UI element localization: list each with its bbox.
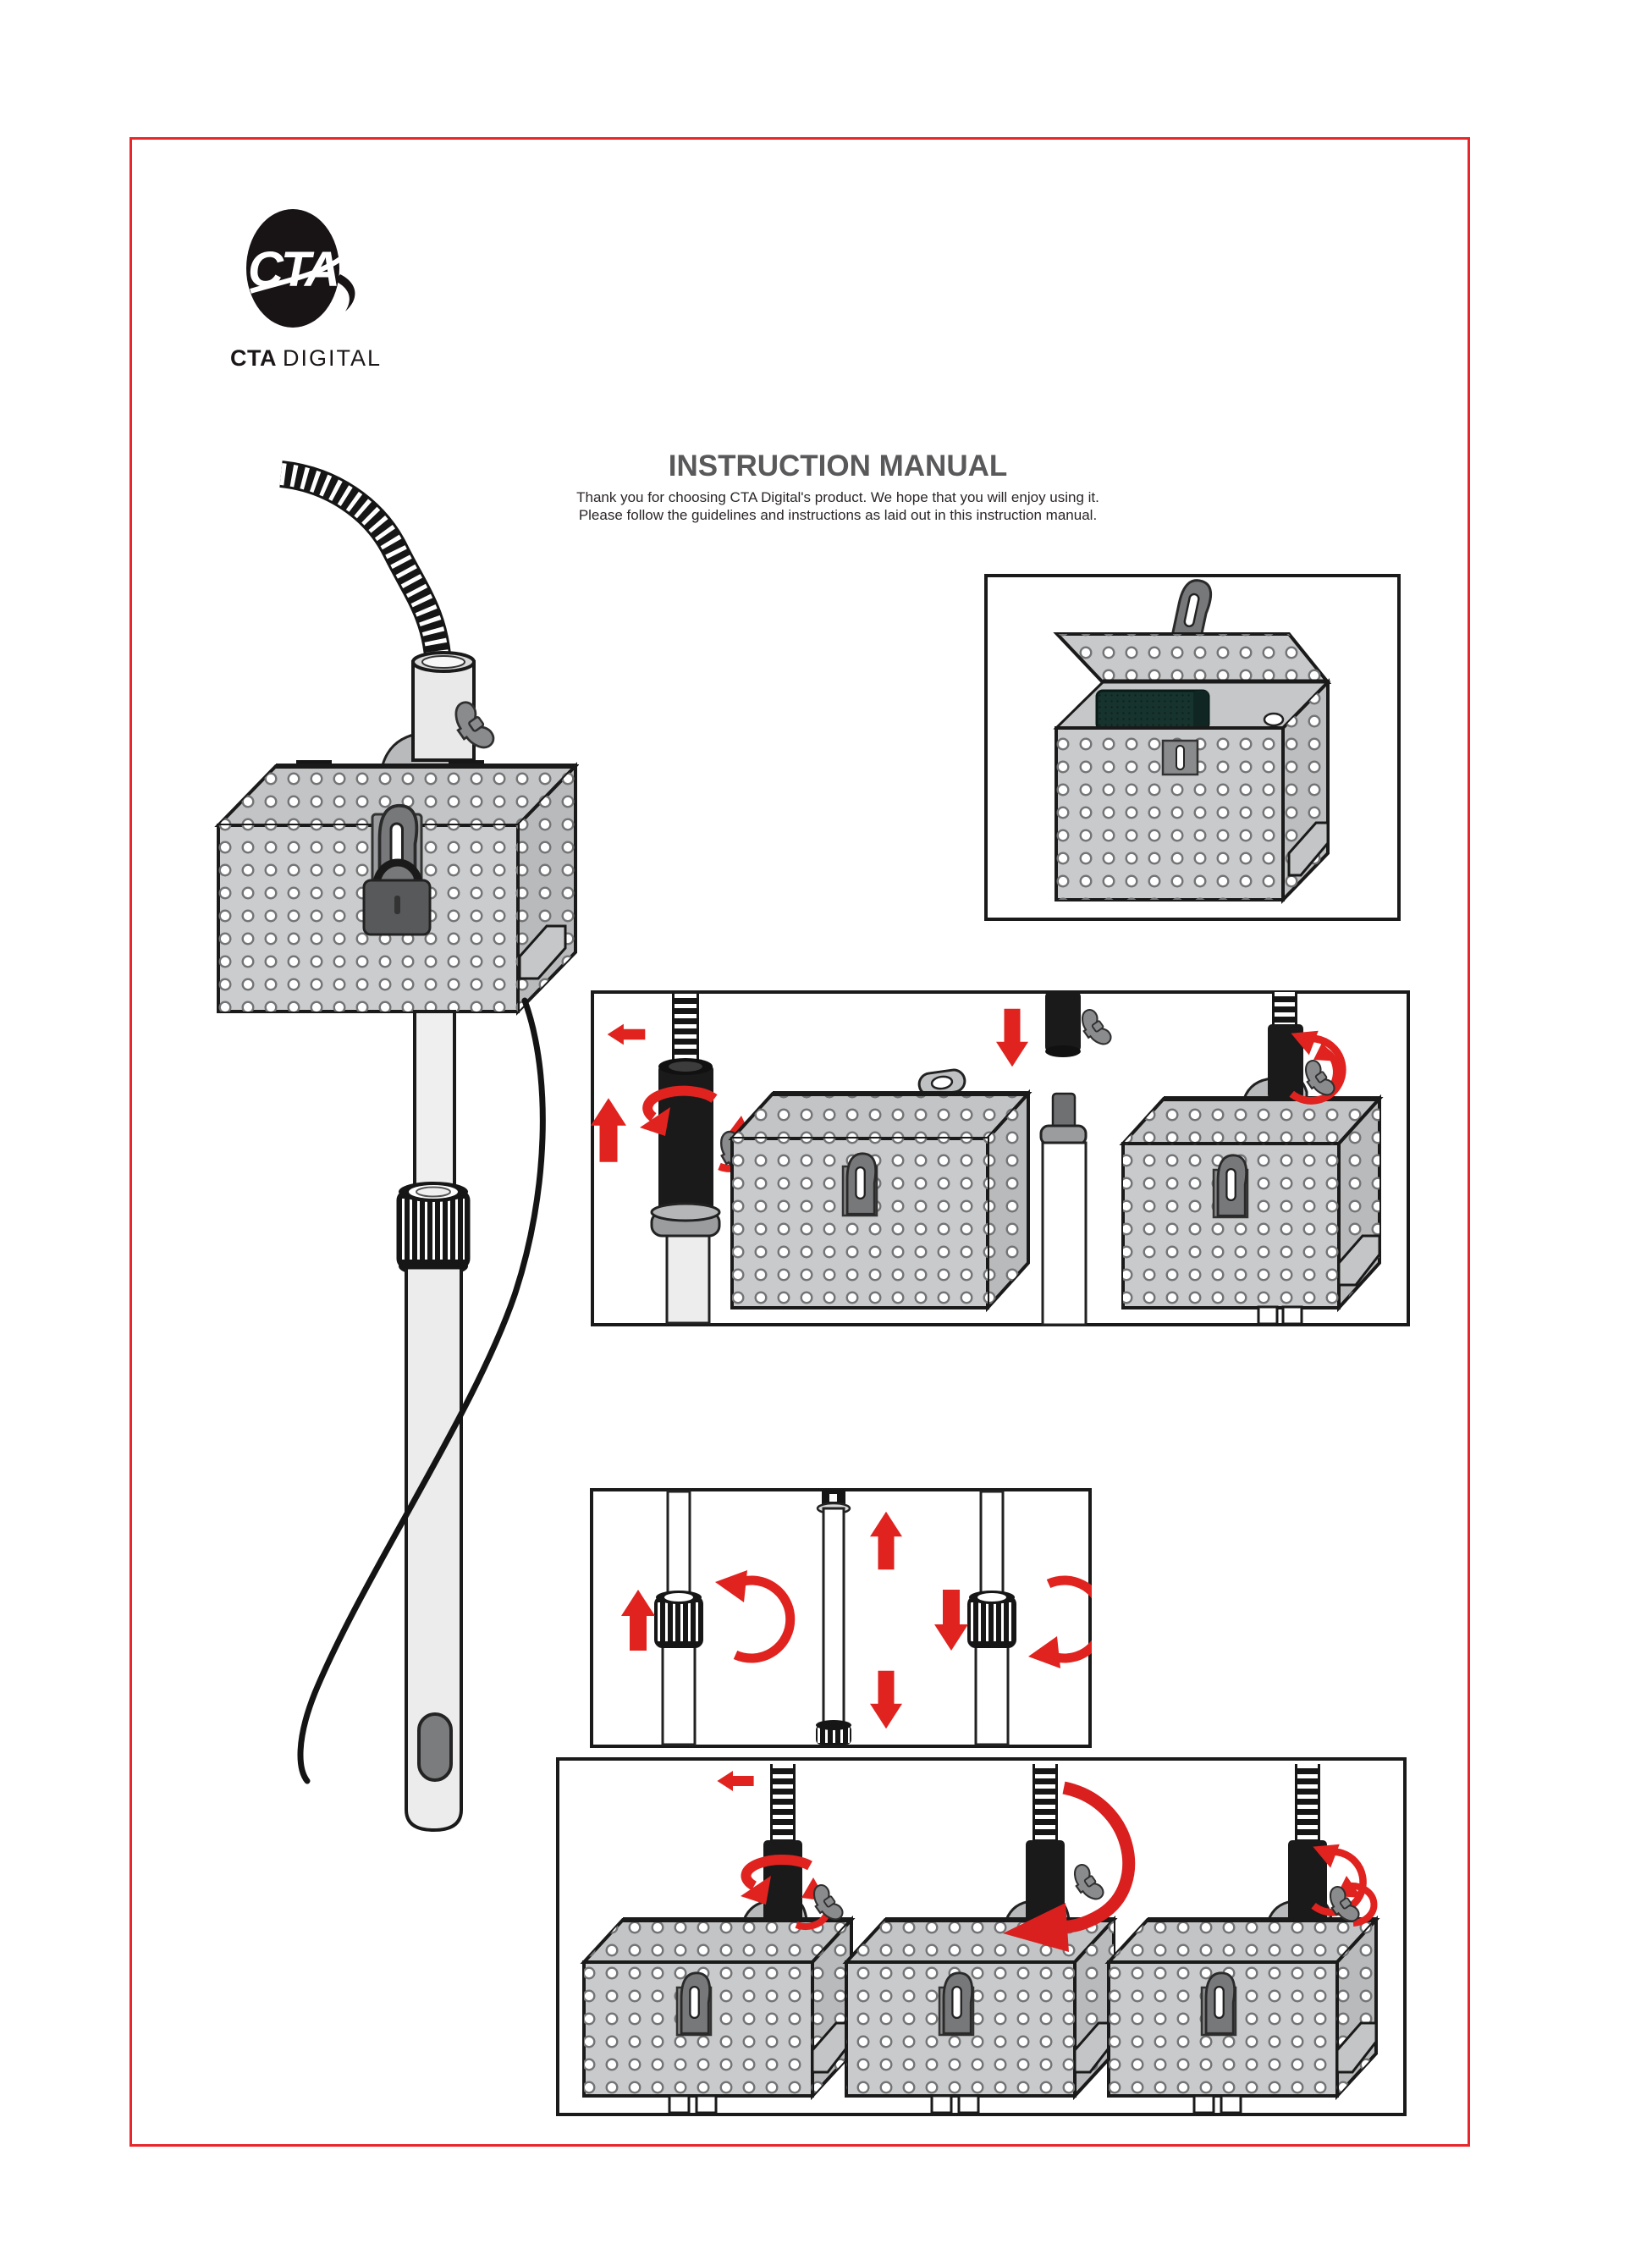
stored-device (1097, 691, 1209, 730)
latch-plate (1163, 741, 1198, 775)
cta-logo-icon (237, 203, 364, 339)
cta-logo (230, 203, 389, 371)
pole-slot (419, 1714, 451, 1780)
logo-wordmark-bold: CTA (230, 345, 277, 371)
logo-monogram: CTA (248, 242, 338, 297)
figure-open-box-panel (984, 574, 1401, 921)
intro-line-1: Thank you for choosing CTA Digital's product. We hope that you will enjoy using it. (576, 489, 1099, 505)
figure-pole-adjust-panel (590, 1488, 1092, 1748)
floor-pole-with-stub (1041, 1094, 1086, 1325)
product-overview-illustration (169, 449, 579, 1854)
gooseneck-tube (281, 474, 438, 664)
intro-line-2: Please follow the guidelines and instructions as laid out in this instruction manual. (578, 507, 1098, 523)
page-title: INSTRUCTION MANUAL (668, 449, 1008, 482)
locking-collar (399, 1182, 468, 1267)
logo-wordmark-light: DIGITAL (283, 345, 383, 371)
figure-rotate-steps-panel (556, 1757, 1407, 2116)
padlock-latch (364, 806, 430, 935)
figure-mounting-steps-panel (591, 990, 1410, 1326)
logo-wordmark (230, 345, 416, 372)
